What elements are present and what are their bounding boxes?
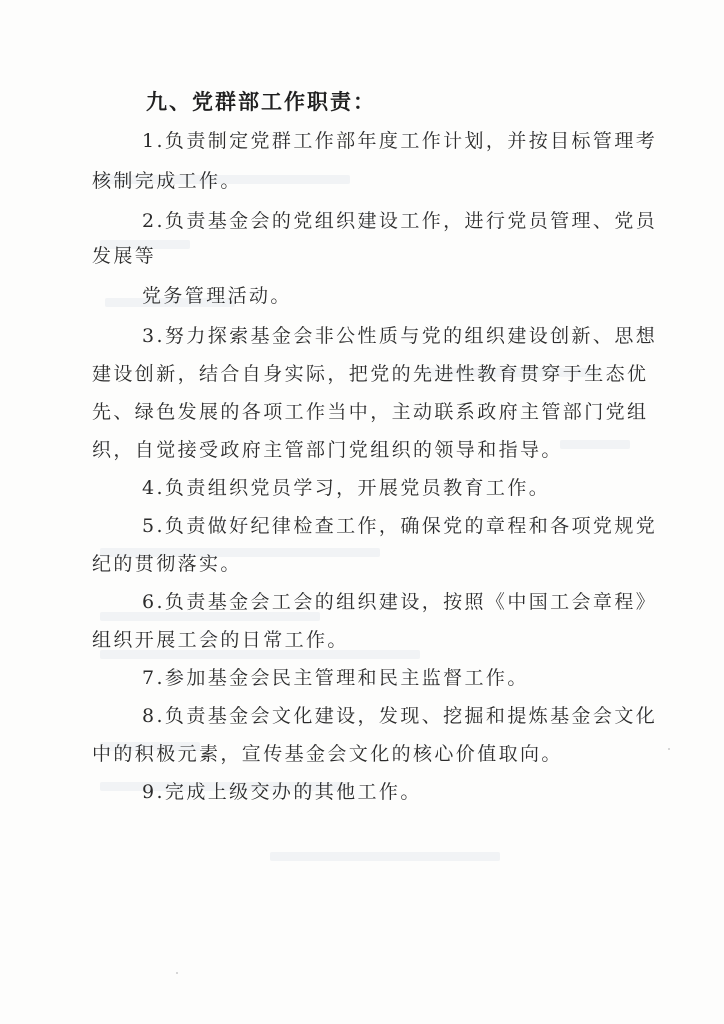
text-line: 中的积极元素，宣传基金会文化的核心价值取向。 (92, 743, 563, 765)
text-line: 3.努力探索基金会非公性质与党的组织建设创新、思想 (142, 325, 658, 347)
text-line: 发展等 (92, 245, 157, 267)
text-line: 8.负责基金会文化建设，发现、挖掘和提炼基金会文化 (142, 705, 658, 727)
text-line: 建设创新，结合自身实际，把党的先进性教育贯穿于生态优 (92, 363, 649, 385)
bleed-through-mark (560, 440, 630, 449)
text-line: 6.负责基金会工会的组织建设，按照《中国工会章程》 (142, 591, 658, 613)
text-line: 纪的贯彻落实。 (92, 553, 242, 575)
text-line: 7.参加基金会民主管理和民主监督工作。 (142, 667, 529, 689)
scan-speck (668, 748, 670, 750)
bleed-through-mark (270, 852, 500, 861)
text-line: 党务管理活动。 (142, 285, 292, 307)
text-line: 核制完成工作。 (92, 170, 242, 192)
text-line: 先、绿色发展的各项工作当中，主动联系政府主管部门党组 (92, 401, 649, 423)
text-line: 4.负责组织党员学习，开展党员教育工作。 (142, 477, 551, 499)
text-line: 1.负责制定党群工作部年度工作计划，并按目标管理考 (142, 130, 658, 152)
text-line: 组织开展工会的日常工作。 (92, 629, 349, 651)
text-line: 2.负责基金会的党组织建设工作，进行党员管理、党员 (142, 210, 658, 232)
scan-speck (176, 972, 178, 974)
section-heading: 九、党群部工作职责： (146, 89, 376, 114)
text-line: 织，自觉接受政府主管部门党组织的领导和指导。 (92, 439, 563, 461)
text-line: 9.完成上级交办的其他工作。 (142, 781, 422, 803)
text-line: 5.负责做好纪律检查工作，确保党的章程和各项党规党 (142, 515, 658, 537)
